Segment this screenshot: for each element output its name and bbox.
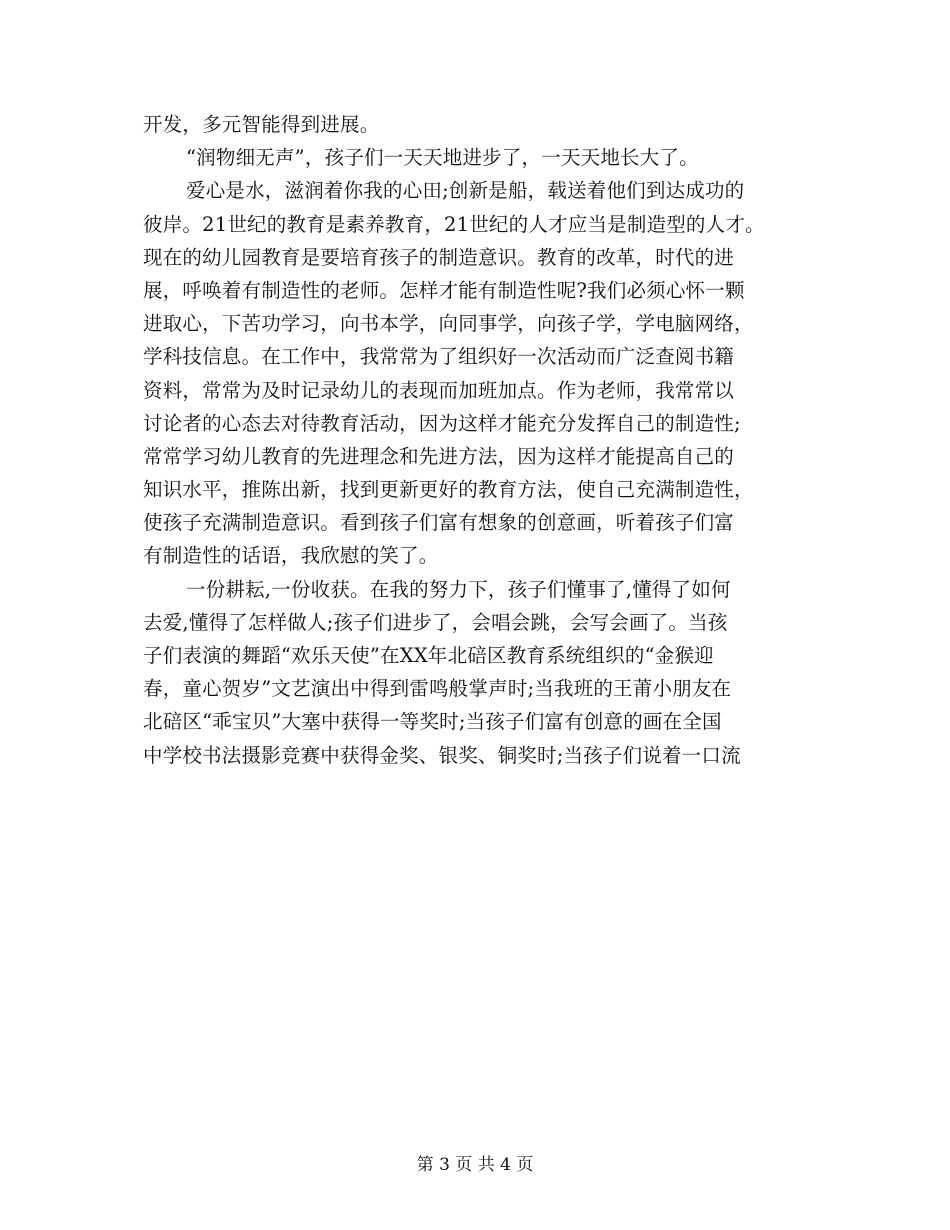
text-line: 子们表演的舞蹈“欢乐天使”在XX年北碚区教育系统组织的“金猴迎 [143,644,714,667]
page-number-footer: 第 3 页 共 4 页 [416,1155,534,1175]
text-line: 有制造性的话语，我欣慰的笑了。 [143,544,439,568]
text-line: 知识水平，推陈出新，找到更新更好的教育方法，使自己充满制造性， [143,478,754,502]
text-line: 中学校书法摄影竞赛中获得金奖、银奖、铜奖时;当孩子们说着一口流 [143,743,741,767]
text-line: 春，童心贺岁”文艺演出中得到雷鸣般掌声时;当我班的王莆小朋友在 [143,677,732,701]
text-line: 北碚区“乖宝贝”大塞中获得一等奖时;当孩子们富有创意的画在全国 [143,710,722,734]
text-line: “润物细无声”，孩子们一天天地进步了，一天天地长大了。 [186,146,699,170]
text-line: 进取心，下苦功学习，向书本学，向同事学，向孩子学，学电脑网络， [143,312,754,336]
text-line: 一份耕耘,一份收获。在我的努力下，孩子们懂事了,懂得了如何 [186,577,731,601]
text-line: 讨论者的心态去对待教育活动，因为这样才能充分发挥自己的制造性; [143,411,741,435]
text-line: 爱心是水，滋润着你我的心田;创新是船，载送着他们到达成功的 [186,179,745,203]
text-line: 使孩子充满制造意识。看到孩子们富有想象的创意画，听着孩子们富 [143,511,735,535]
text-line: 展，呼唤着有制造性的老师。怎样才能有制造性呢?我们必须心怀一颗 [143,278,745,302]
text-line: 彼岸。21世纪的教育是素养教育，21世纪的人才应当是制造型的人才。 [143,212,765,236]
text-line: 资料，常常为及时记录幼儿的表现而加班加点。作为老师，我常常以 [143,378,735,402]
text-line: 常常学习幼儿教育的先进理念和先进方法，因为这样才能提高自己的 [143,444,735,468]
text-line: 开发，多元智能得到进展。 [143,113,380,136]
text-line: 学科技信息。在工作中，我常常为了组织好一次活动而广泛查阅书籍 [143,345,735,369]
text-line: 现在的幼儿园教育是要培育孩子的制造意识。教育的改革，时代的进 [143,245,735,269]
document-body [143,108,823,772]
text-line: 去爱,懂得了怎样做人;孩子们进步了，会唱会跳，会写会画了。当孩 [143,610,728,634]
